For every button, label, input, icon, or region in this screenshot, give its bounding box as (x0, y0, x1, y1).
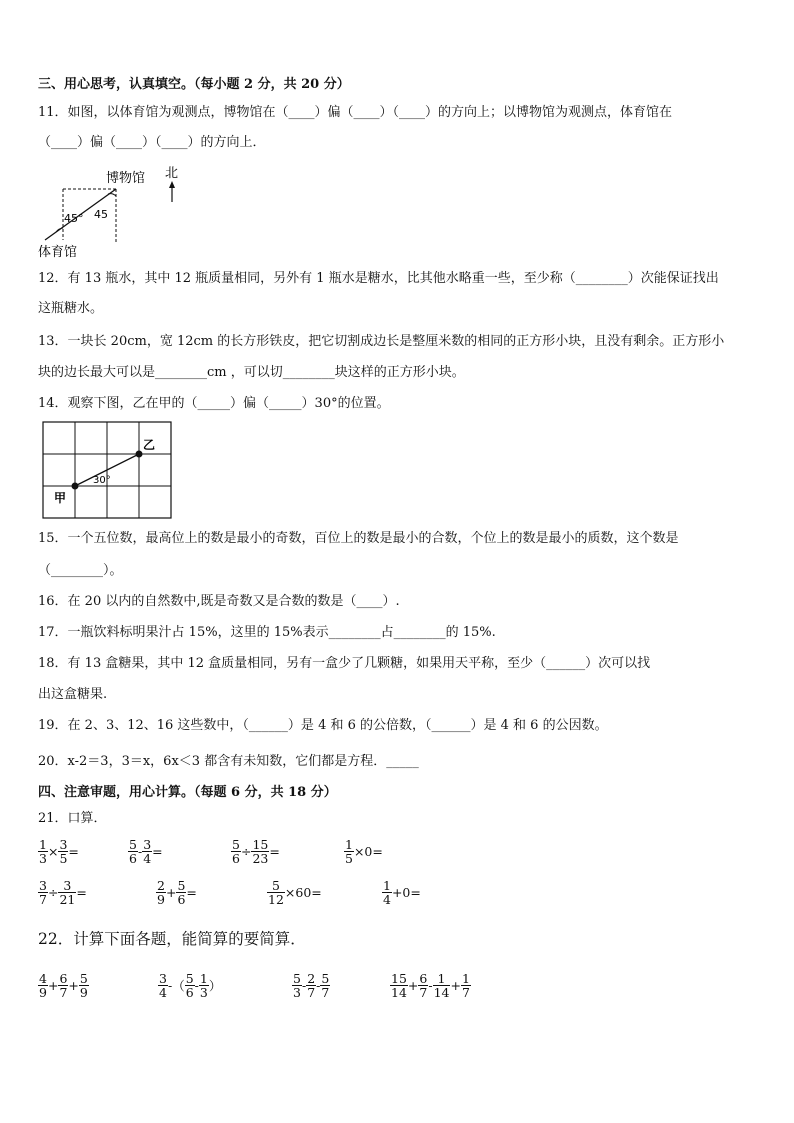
simplify-expression-3: $\frac{5}{3}$ - $\frac{2}{7}$ - $\frac{5}{7}$ (293, 971, 330, 1000)
question-11-line-2: （____）偏（____）（____）的方向上． (38, 135, 266, 150)
question-17-text: 17．一瓶饮料标明果汁占 15%，这里的 15%表示________占________的 15%. (38, 625, 496, 640)
section-3-heading: 三、用心思考，认真填空。（每小题 2 分，共 20 分） (38, 77, 350, 92)
question-22-title: 22．计算下面各题，能简算的要简算． (38, 930, 306, 948)
angle-arc-museum (108, 194, 116, 196)
question-11-figure (30, 160, 190, 262)
simplify-expression-4: $\frac{15}{14}$ + $\frac{6}{7}$ - $\frac{1}{14}$ + $\frac{1}{7}$ (391, 971, 470, 1000)
question-18-line-2: 出这盒糖果. (38, 687, 108, 702)
angle-30-label: 30° (93, 475, 111, 486)
question-14-grid-figure (40, 420, 175, 520)
point-jia (72, 483, 79, 490)
question-13-line-1: 13．一块长 20cm，宽 12cm 的长方形铁皮，把它切割成边长是整厘米数的相同的正方形小块，且没有剩余。正方形小 (38, 334, 725, 349)
point-jia-label: 甲 (54, 491, 67, 505)
gym-label: 体育馆 (38, 245, 78, 260)
oral-calc-item: $\frac{5}{12}$ ×60= (268, 878, 322, 907)
oral-calc-item: $\frac{1}{4}$ +0= (383, 878, 421, 907)
question-21-title: 21．口算． (38, 811, 107, 826)
oral-calc-item: $\frac{5}{6}$ ÷ $\frac{15}{23}$ = (232, 837, 280, 866)
question-19-text: 19．在 2、3、12、16 这些数中，（______）是 4 和 6 的公倍数，（______）是 4 和 6 的公因数。 (38, 718, 608, 733)
question-15-line-1: 15．一个五位数，最高位上的数是最小的奇数，百位上的数是最小的合数，个位上的数是最小的质数，这个数是 (38, 531, 679, 546)
north-arrow-icon (169, 181, 175, 188)
question-12-line-2: 这瓶糖水。 (38, 301, 104, 316)
oral-calc-item: $\frac{3}{7}$ ÷ $\frac{3}{21}$ = (39, 878, 87, 907)
oral-calc-item: $\frac{1}{5}$ ×0= (345, 837, 383, 866)
angle-right-label: 45 (94, 208, 108, 221)
oral-calc-item: $\frac{2}{9}$ + $\frac{5}{6}$ = (157, 878, 197, 907)
section-4-heading: 四、注意审题，用心计算。（每题 6 分，共 18 分） (38, 785, 337, 800)
question-11-line-1: 11．如图，以体育馆为观测点，博物馆在（____）偏（____）（____）的方向上；以博物馆为观测点，体育馆在 (38, 105, 673, 120)
question-12-line-1: 12．有 13 瓶水，其中 12 瓶质量相同，另外有 1 瓶水是糖水，比其他水略重一些，至少称（________）次能保证找出 (38, 271, 719, 286)
point-yi (136, 451, 143, 458)
point-yi-label: 乙 (143, 438, 156, 452)
question-14-text: 14．观察下图，乙在甲的（_____）偏（_____）30°的位置。 (38, 396, 390, 411)
north-label: 北 (165, 166, 179, 181)
oral-calc-item: $\frac{5}{6}$ - $\frac{3}{4}$ = (129, 837, 163, 866)
angle-left-label: 45° (64, 212, 84, 225)
simplify-expression-2: $\frac{3}{4}$ -（ $\frac{5}{6}$ - $\frac{1}{3}$ ） (159, 971, 222, 1000)
oral-calc-item: $\frac{1}{3}$ × $\frac{3}{5}$ = (39, 837, 79, 866)
question-20-text: 20．x-2＝3，3＝x，6x＜3 都含有未知数，它们都是方程．_____ (38, 754, 419, 769)
question-18-line-1: 18．有 13 盒糖果，其中 12 盒质量相同，另有一盒少了几颗糖，如果用天平称，至少（______）次可以找 (38, 656, 651, 671)
question-15-line-2: （________）。 (38, 563, 123, 578)
question-16-text: 16．在 20 以内的自然数中,既是奇数又是合数的数是（____）. (38, 594, 400, 609)
museum-label: 博物馆 (106, 171, 146, 186)
simplify-expression-1: $\frac{4}{9}$ + $\frac{6}{7}$ + $\frac{5}{9}$ (39, 971, 88, 1000)
question-13-line-2: 块的边长最大可以是________cm ，可以切________块这样的正方形小块。 (38, 365, 465, 380)
